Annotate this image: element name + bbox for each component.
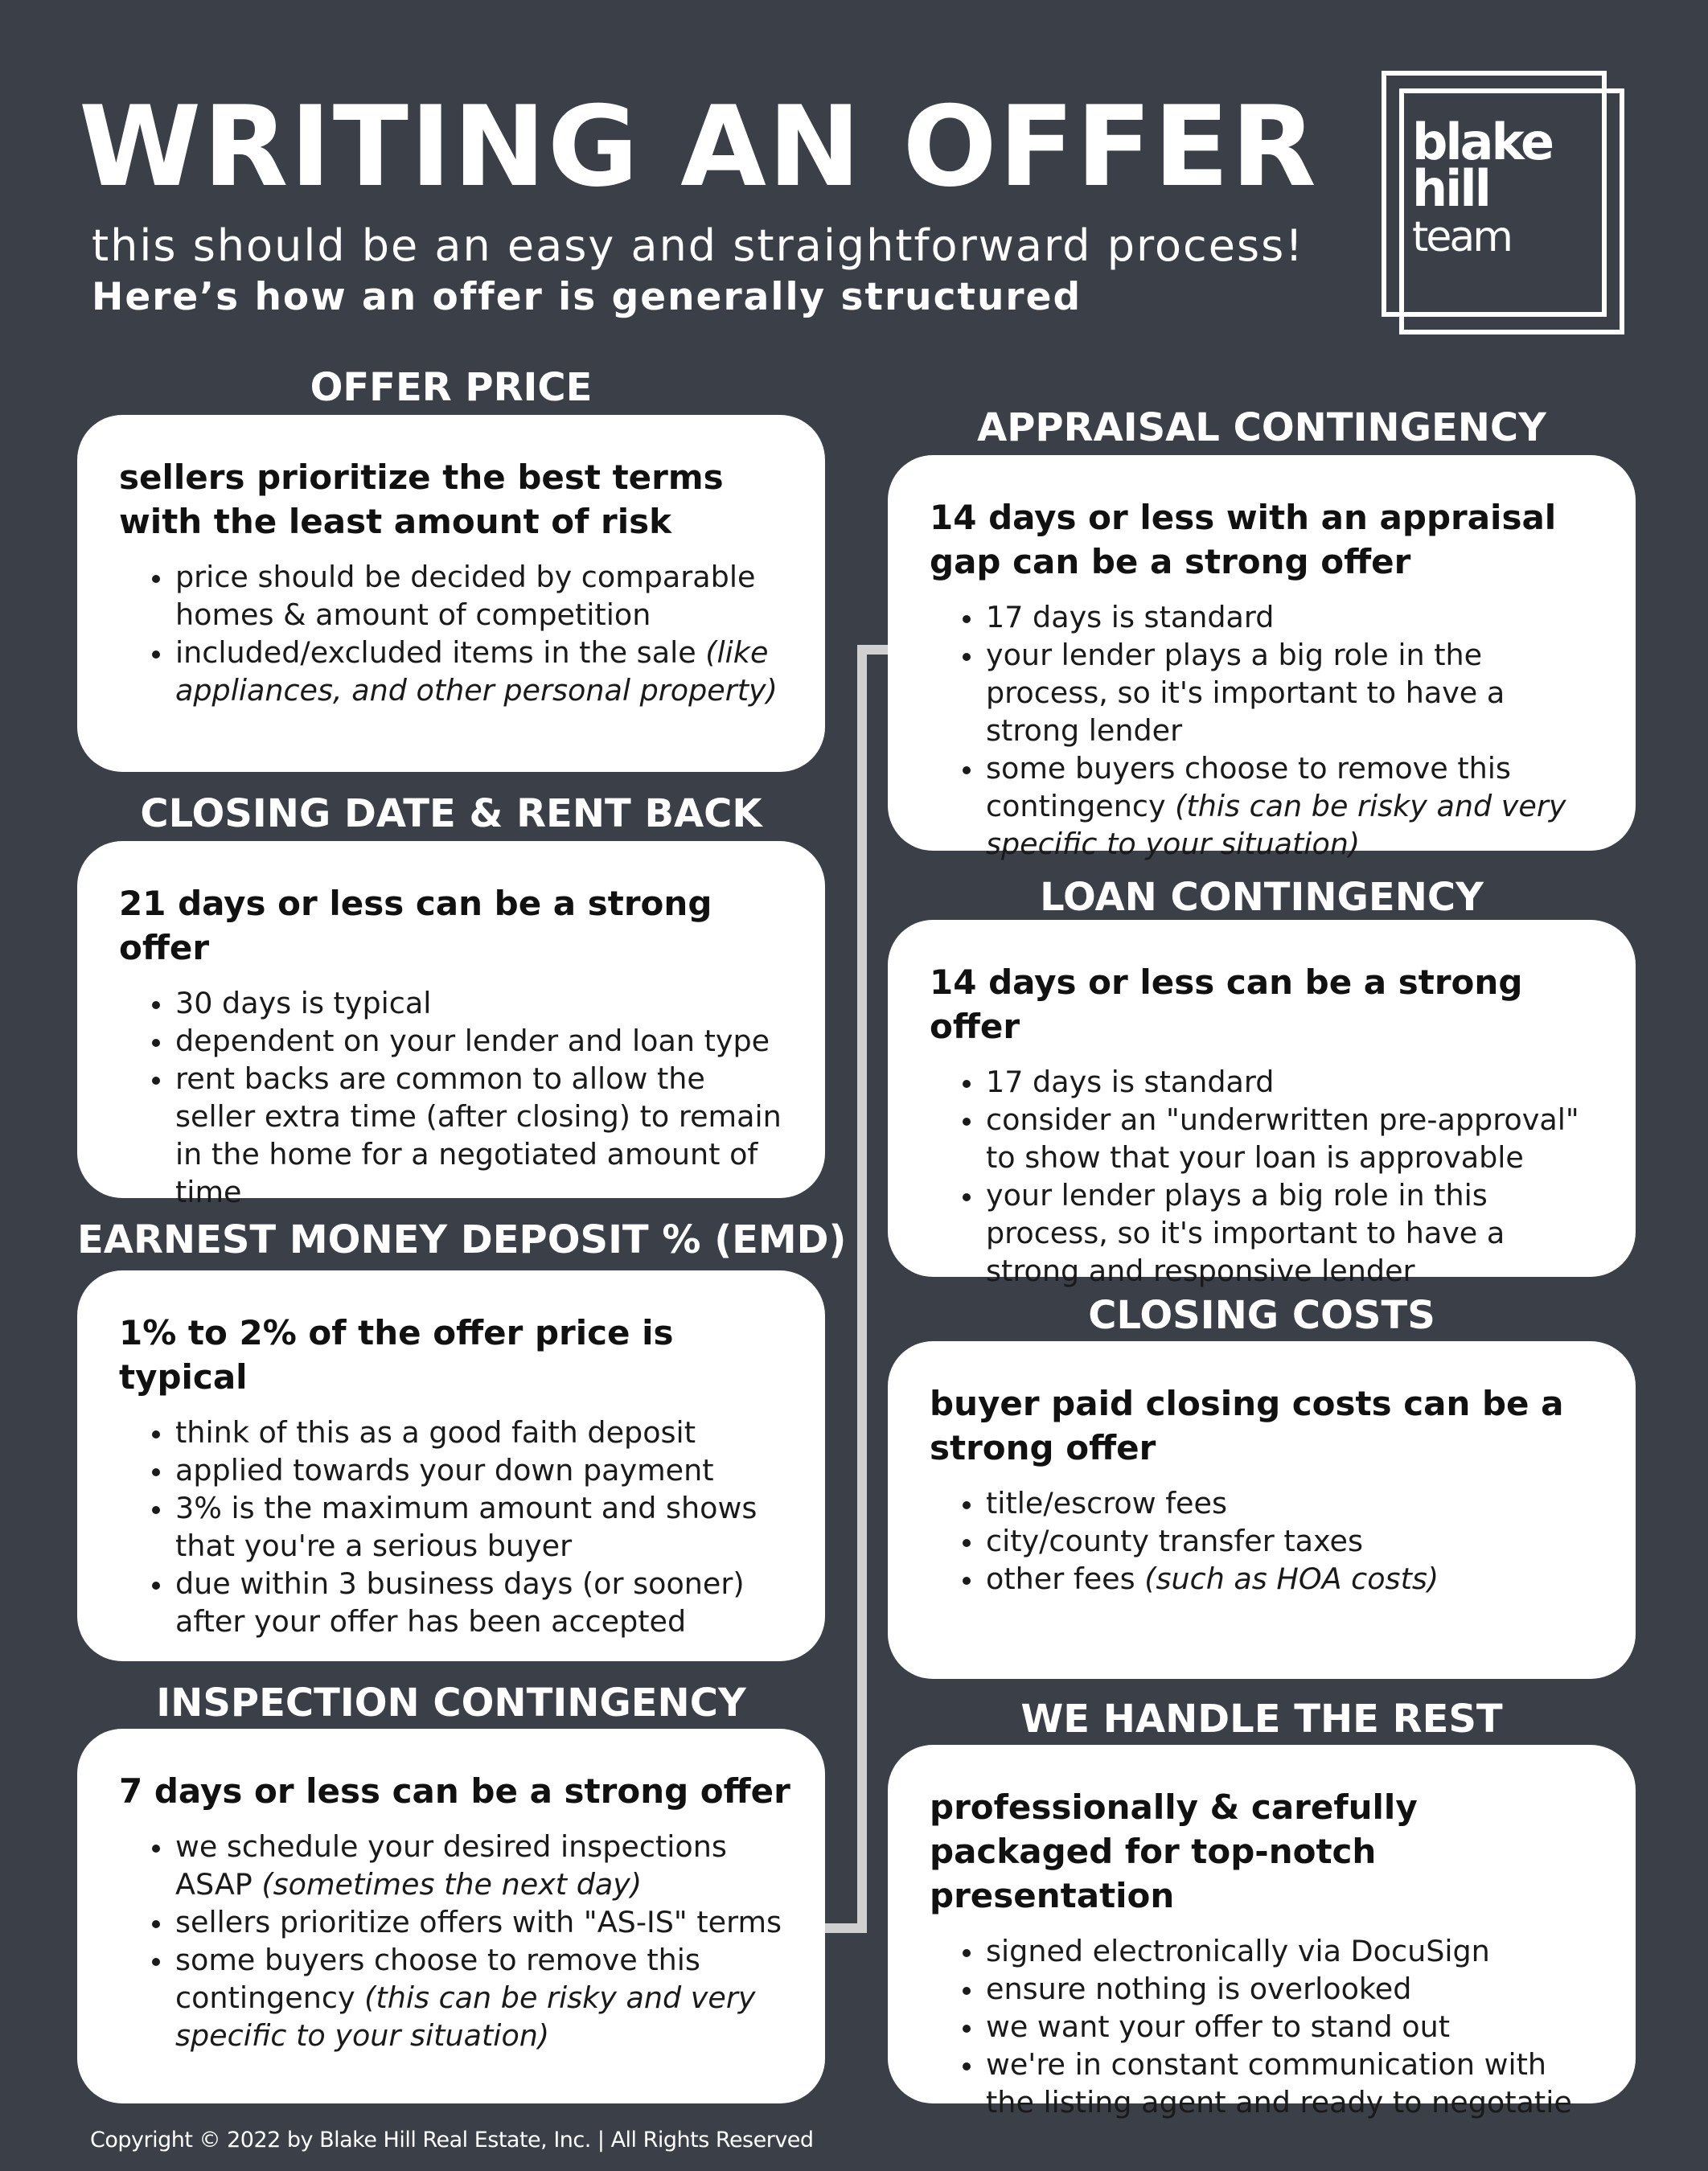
list-item: • sellers prioritize offers with "AS-IS" terms <box>174 1903 793 1941</box>
list-item: • we schedule your desired inspections ASAP (sometimes the next day) <box>174 1828 793 1903</box>
card-closing-costs <box>888 1341 1636 1679</box>
card-lead: 1% to 2% of the offer price is typical <box>119 1313 674 1397</box>
list-item: • applied towards your down payment <box>174 1451 793 1489</box>
bullet-list <box>930 598 1603 863</box>
heading-we-handle-the-rest: WE HANDLE THE REST <box>1020 1697 1503 1742</box>
logo-word-2: hill <box>1412 159 1489 218</box>
card-emd <box>77 1270 825 1661</box>
connector-line-vertical <box>857 645 867 1933</box>
list-item: • your lender plays a big role in this process, so it's important to have a strong and responsive lender <box>984 1176 1603 1290</box>
logo-word-1: blake <box>1412 113 1553 171</box>
card-lead: 21 days or less can be a strong offer <box>119 884 712 967</box>
list-item: • some buyers choose to remove this contingency (this can be risky and very specific to your situation) <box>984 749 1603 863</box>
brand-logo <box>1382 71 1624 333</box>
list-item: • 30 days is typical <box>174 984 793 1022</box>
connector-line-top <box>857 645 891 655</box>
card-closing-date <box>77 841 825 1209</box>
copyright-footer: Copyright © 2022 by Blake Hill Real Estate, Inc. | All Rights Reserved <box>90 2128 814 2153</box>
heading-inspection: INSPECTION CONTINGENCY <box>156 1681 746 1726</box>
list-item: • included/excluded items in the sale (like appliances, and other personal property) <box>174 634 793 709</box>
card-we-handle-the-rest <box>888 1745 1636 2120</box>
list-item: • 3% is the maximum amount and shows that you're a serious buyer <box>174 1489 793 1565</box>
connector-line-bottom <box>825 1923 867 1933</box>
bullet-list <box>930 1932 1603 2121</box>
bullet-list <box>930 1484 1603 1598</box>
card-loan <box>888 920 1636 1288</box>
page-subtitle: this should be an easy and straightforward process! <box>92 220 1304 271</box>
list-item: • ensure nothing is overlooked <box>984 1970 1603 2008</box>
card-appraisal <box>888 455 1636 861</box>
bullet-list <box>119 1414 793 1640</box>
list-item: • rent backs are common to allow the seller extra time (after closing) to remain in the home for a negotiated amount of time <box>174 1060 793 1211</box>
bullet-list <box>119 984 793 1211</box>
bullet-list <box>930 1063 1603 1290</box>
logo-word-3: team <box>1412 213 1511 261</box>
card-lead: professionally & carefully packaged for top-notch presentation <box>930 1787 1418 1915</box>
card-inspection <box>77 1729 825 2103</box>
page-title: WRITING AN OFFER <box>79 82 1318 211</box>
heading-closing-costs: CLOSING COSTS <box>1088 1293 1435 1338</box>
list-item: • signed electronically via DocuSign <box>984 1932 1603 1970</box>
list-item: • your lender plays a big role in the process, so it's important to have a strong lender <box>984 636 1603 749</box>
card-lead: buyer paid closing costs can be a strong offer <box>930 1384 1564 1467</box>
list-item: • some buyers choose to remove this contingency (this can be risky and very specific to your situation) <box>174 1941 793 2054</box>
list-item: • we're in constant communication with the listing agent and ready to negotatie <box>984 2046 1603 2121</box>
list-item: • 17 days is standard <box>984 1063 1603 1101</box>
page-tagline: Here’s how an offer is generally structured <box>92 275 1082 319</box>
list-item: • think of this as a good faith deposit <box>174 1414 793 1451</box>
heading-offer-price: OFFER PRICE <box>310 365 593 410</box>
list-item: • title/escrow fees <box>984 1484 1603 1522</box>
list-item: • dependent on your lender and loan type <box>174 1022 793 1060</box>
list-item: • due within 3 business days (or sooner) after your offer has been accepted <box>174 1565 793 1640</box>
bullet-list <box>119 558 793 709</box>
list-item: • consider an "underwritten pre-approval" to show that your loan is approvable <box>984 1101 1603 1176</box>
card-lead: 7 days or less can be a strong offer <box>119 1771 790 1811</box>
heading-emd: EARNEST MONEY DEPOSIT % (EMD) <box>77 1217 847 1262</box>
card-offer-price <box>77 415 825 772</box>
list-item: • price should be decided by comparable homes & amount of competition <box>174 558 793 634</box>
list-item: • we want your offer to stand out <box>984 2008 1603 2046</box>
list-item: • city/county transfer taxes <box>984 1522 1603 1560</box>
list-item: • 17 days is standard <box>984 598 1603 636</box>
list-item: • other fees (such as HOA costs) <box>984 1560 1603 1598</box>
bullet-list <box>119 1828 793 2054</box>
card-lead: sellers prioritize the best terms with the least amount of risk <box>119 458 724 541</box>
heading-loan: LOAN CONTINGENCY <box>1040 875 1484 920</box>
card-lead: 14 days or less with an appraisal gap can be a strong offer <box>930 498 1557 581</box>
card-lead: 14 days or less can be a strong offer <box>930 962 1523 1046</box>
heading-appraisal: APPRAISAL CONTINGENCY <box>977 405 1546 450</box>
heading-closing-date: CLOSING DATE & RENT BACK <box>140 791 762 836</box>
